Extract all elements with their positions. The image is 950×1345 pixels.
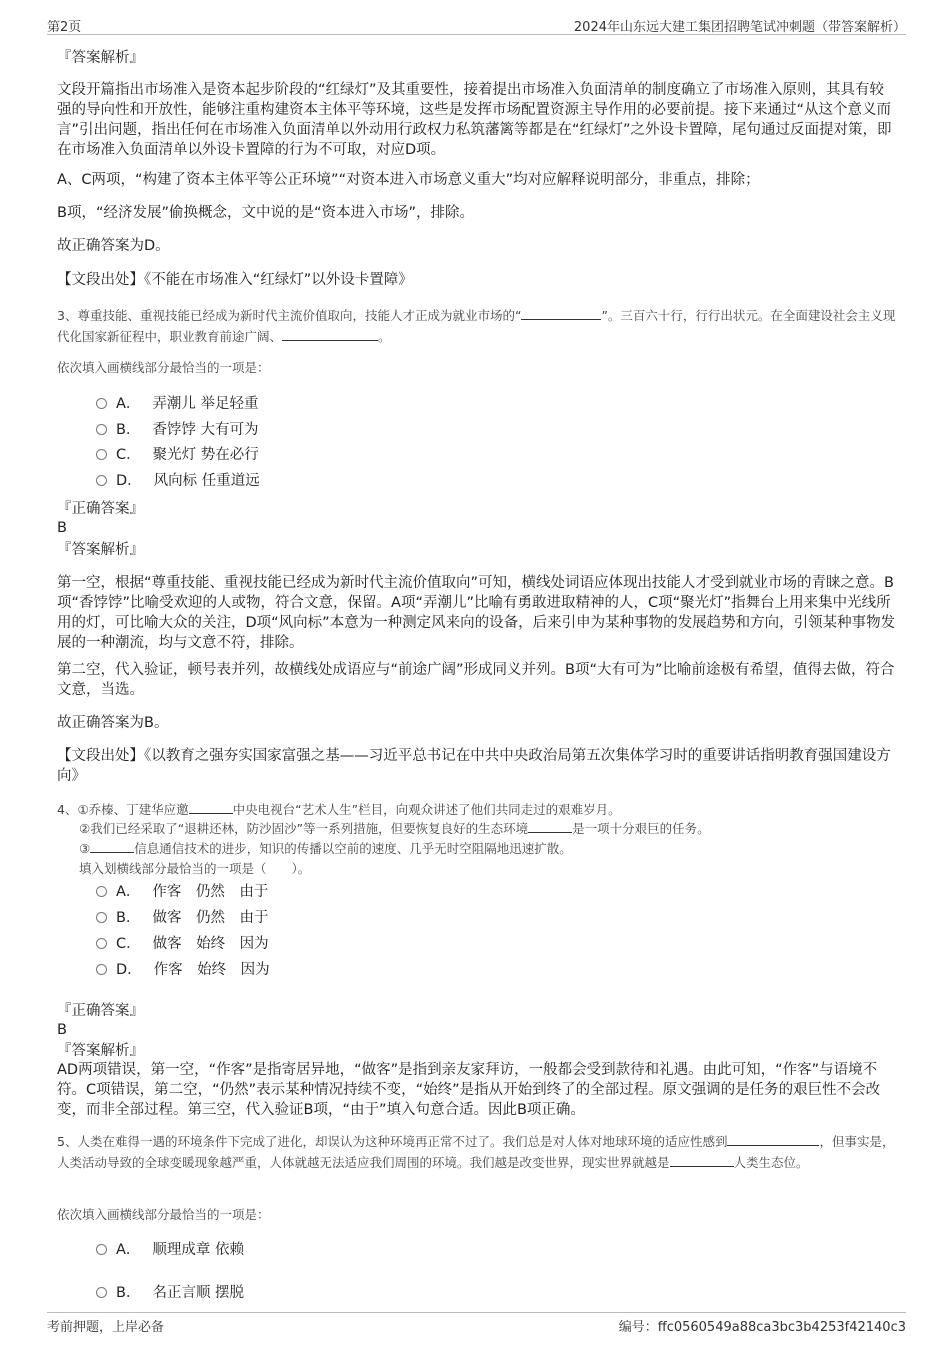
q5-option-a[interactable]: A． 顺理成章 依赖 xyxy=(96,1239,244,1261)
q3-option-d[interactable]: D． 风向标 任重道远 xyxy=(96,470,260,492)
document-title: 2024年山东远大建工集团招聘笔试冲刺题（带答案解析） xyxy=(573,20,906,35)
radio-icon[interactable] xyxy=(96,475,107,486)
radio-icon[interactable] xyxy=(96,398,107,409)
document-code: 编号：ffc0560549a88ca3bc3b4253f42140c3 xyxy=(618,1320,906,1335)
blank-line xyxy=(189,800,233,814)
page-number: 第2页 xyxy=(47,20,82,35)
q3-option-a[interactable]: A． 弄潮儿 举足轻重 xyxy=(96,393,259,415)
q3-answer: B xyxy=(57,520,67,536)
q2-analysis-para1: 文段开篇指出市场准入是资本起步阶段的“红绿灯”及其重要性，接着提出市场准入负面清单的制度确立了市场准入原则，其具有较强的导向性和开放性，能够注重构建资本主体平等环境，这些是发挥市场配置资源主导作用的必要前提。接下来通过“从这个意义而言”引出问题，指出任何在市场准入负面清单以外动用行政权力私筑藩篱等都是在“红绿灯”之外设卡置障，尾句通过反面提对策，即在市场准入负面清单以外设卡置障的行为不可取，对应D项。 xyxy=(57,82,892,158)
q4-line2: ②我们已经采取了“退耕还林，防沙固沙”等一系列措施，但要恢复良好的生态环境 是一项十分艰巨的任务。 xyxy=(79,821,710,836)
radio-icon[interactable] xyxy=(96,449,107,460)
q2-analysis-label: 『答案解析』 xyxy=(57,50,144,66)
q4-option-c[interactable]: C． 做客 始终 因为 xyxy=(96,933,269,955)
q5-option-b[interactable]: B． 名正言顺 摆脱 xyxy=(96,1282,244,1304)
q3-answer-label: 『正确答案』 xyxy=(57,501,144,517)
radio-icon[interactable] xyxy=(96,424,107,435)
q3-analysis-label: 『答案解析』 xyxy=(57,542,144,558)
q4-answer: B xyxy=(57,1022,67,1038)
q5-stem: 5、人类在难得一遇的环境条件下完成了进化，却误认为这种环境再正常不过了。我们总是对人体对地球环境的适应性感到 ，但事实是，人类活动导致的全球变暖现象越严重，人体就越无法适应我们周围的环境。我们越是改变世界，现实世界就越是 人类生态位。 xyxy=(57,1134,895,1170)
q4-line1: 4、①乔榛、丁建华应邀 中央电视台“艺术人生”栏目，向观众讲述了他们共同走过的艰难岁月。 xyxy=(57,802,621,817)
blank-line xyxy=(528,819,572,833)
q3-stem: 3、尊重技能、重视技能已经成为新时代主流价值取向，技能人才正成为就业市场的“ ”。三百六十行，行行出状元。在全面建设社会主义现代化国家新征程中，职业教育前途广阔、 。 xyxy=(57,308,896,344)
q3-source: 【文段出处】《以教育之强夯实国家富强之基——习近平总书记在中共中央政治局第五次集体学习时的重要讲话指明教育强国建设方向》 xyxy=(57,748,891,784)
radio-icon[interactable] xyxy=(96,886,107,897)
q3-option-c[interactable]: C． 聚光灯 势在必行 xyxy=(96,444,259,466)
q3-analysis-para1: 第一空，根据“尊重技能、重视技能已经成为新时代主流价值取向”可知，横线处词语应体现出技能人才受到就业市场的青睐之意。B项“香饽饽”比喻受欢迎的人或物，符合文意，保留。A项“弄潮儿”比喻有勇敢进取精神的人，C项“聚光灯”指舞台上用来集中光线所用的灯，可比喻大众的关注，D项“风向标”本意为一种测定风来向的设备，后来引申为某种事物的发展趋势和方向，引领某种事物发展的一种潮流，均与文意不符，排除。 xyxy=(57,575,896,651)
q3-prompt: 依次填入画横线部分最恰当的一项是： xyxy=(57,360,270,375)
q2-analysis-para3: B项，“经济发展”偷换概念，文中说的是“资本进入市场”，排除。 xyxy=(57,205,474,221)
blank-line xyxy=(282,327,378,341)
q4-analysis-label: 『答案解析』 xyxy=(57,1043,144,1059)
q4-line3: ③ 信息通信技术的进步，知识的传播以空前的速度、几乎无时空阻隔地迅速扩散。 xyxy=(79,841,572,856)
q5-prompt: 依次填入画横线部分最恰当的一项是： xyxy=(57,1207,270,1222)
radio-icon[interactable] xyxy=(96,964,107,975)
radio-icon[interactable] xyxy=(96,1244,107,1255)
q3-analysis-para3: 故正确答案为B。 xyxy=(57,715,169,731)
q4-prompt: 填入划横线部分最恰当的一项是（ ）。 xyxy=(79,861,311,876)
blank-line xyxy=(90,839,134,853)
q3-analysis-para2: 第二空，代入验证，顿号表并列，故横线处成语应与“前途广阔”形成同义并列。B项“大有可为”比喻前途极有希望，值得去做，符合文意，当选。 xyxy=(57,662,895,698)
q4-answer-label: 『正确答案』 xyxy=(57,1003,144,1019)
radio-icon[interactable] xyxy=(96,1287,107,1298)
radio-icon[interactable] xyxy=(96,912,107,923)
q2-analysis-para2: A、C两项，“构建了资本主体平等公正环境”“对资本进入市场意义重大”均对应解释说明部分，非重点，排除； xyxy=(57,172,760,188)
blank-line xyxy=(670,1153,734,1167)
footer-slogan: 考前押题，上岸必备 xyxy=(47,1320,165,1335)
q4-option-d[interactable]: D． 作客 始终 因为 xyxy=(96,959,270,981)
blank-line xyxy=(727,1132,819,1146)
page-header xyxy=(47,14,906,35)
q4-analysis: AD两项错误，第一空，“作客”是指寄居异地，“做客”是指到亲友家拜访，一般都会受到款待和礼遇。由此可知，“作客”与语境不符。C项错误，第二空，“仍然”表示某种情况持续不变，“始终”是指从开始到终了的全部过程。原文强调的是任务的艰巨性不会改变，而非全部过程。第三空，代入验证B项，“由于”填入句意合适。因此B项正确。 xyxy=(57,1062,881,1118)
blank-line xyxy=(521,306,601,320)
radio-icon[interactable] xyxy=(96,938,107,949)
q2-analysis-para4: 故正确答案为D。 xyxy=(57,238,170,254)
page-footer xyxy=(47,1312,906,1335)
q4-option-b[interactable]: B． 做客 仍然 由于 xyxy=(96,907,268,929)
q3-option-b[interactable]: B． 香饽饽 大有可为 xyxy=(96,419,259,441)
q4-option-a[interactable]: A． 作客 仍然 由于 xyxy=(96,881,268,903)
q2-source: 【文段出处】《不能在市场准入“红绿灯”以外设卡置障》 xyxy=(57,272,413,288)
